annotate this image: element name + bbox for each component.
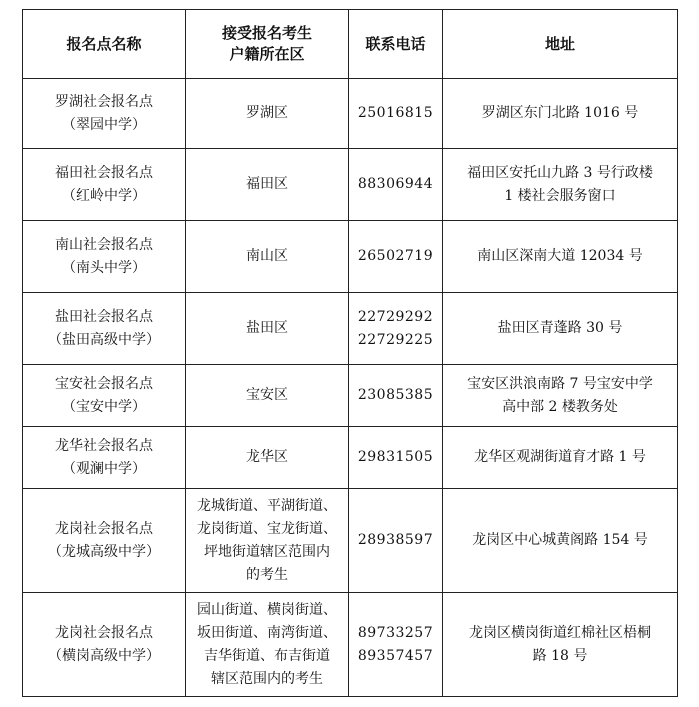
cell-phone — [349, 293, 443, 365]
table-row — [23, 293, 678, 365]
cell-name — [23, 593, 186, 697]
table-row — [23, 365, 678, 427]
registration-sites-table — [22, 9, 678, 697]
cell-name — [23, 221, 186, 293]
cell-district — [186, 427, 349, 489]
cell-name — [23, 489, 186, 593]
district-line: 龙岗街道、宝龙街道、 — [197, 520, 337, 537]
table-row — [23, 221, 678, 293]
phone-line: 89733257 — [357, 624, 434, 641]
district-line: 吉华街道、布吉街道 — [204, 647, 330, 664]
cell-phone — [349, 365, 443, 427]
address-line: 南山区深南大道 12034 号 — [477, 248, 643, 264]
address-line: 龙岗区中心城黄阁路 154 号 — [472, 532, 648, 548]
phone-line: 28938597 — [357, 532, 434, 548]
address-line: 龙华区观湖街道育才路 1 号 — [474, 449, 646, 465]
address-line: 福田区安托山九路 3 号行政楼 — [467, 164, 653, 181]
cell-name — [23, 427, 186, 489]
address-line: 宝安区洪浪南路 7 号宝安中学 — [467, 375, 653, 392]
address-line: 1 楼社会服务窗口 — [504, 187, 616, 204]
header-name: 报名点名称 — [23, 10, 186, 79]
name-line: 龙岗社会报名点 — [55, 520, 153, 537]
name-line: （观澜中学） — [62, 460, 146, 477]
cell-phone — [349, 79, 443, 149]
phone-line: 23085385 — [357, 387, 434, 403]
cell-address — [443, 79, 678, 149]
table-body — [23, 79, 678, 697]
district-line: 南山区 — [246, 248, 288, 264]
address-line: 高中部 2 楼教务处 — [502, 398, 618, 415]
name-line: 龙岗社会报名点 — [55, 624, 153, 641]
cell-district — [186, 593, 349, 697]
cell-address — [443, 149, 678, 221]
cell-district — [186, 489, 349, 593]
name-line: 罗湖社会报名点 — [55, 93, 153, 110]
address-line: 罗湖区东门北路 1016 号 — [481, 105, 639, 121]
cell-phone — [349, 593, 443, 697]
cell-district — [186, 365, 349, 427]
district-line: 龙华区 — [246, 449, 288, 465]
address-line: 盐田区青蓬路 30 号 — [497, 320, 623, 336]
cell-district — [186, 221, 349, 293]
cell-address — [443, 221, 678, 293]
name-line: （盐田高级中学） — [48, 331, 160, 348]
name-line: （龙城高级中学） — [48, 543, 160, 560]
phone-line: 26502719 — [357, 248, 434, 264]
phone-line: 22729292 — [357, 308, 434, 325]
name-line: 盐田社会报名点 — [55, 308, 153, 325]
name-line: 福田社会报名点 — [55, 164, 153, 181]
cell-name — [23, 293, 186, 365]
table-row — [23, 593, 678, 697]
table-row — [23, 79, 678, 149]
registration-sites-table-wrapper — [22, 9, 678, 697]
district-line: 坂田街道、南湾街道、 — [197, 624, 337, 641]
name-line: （宝安中学） — [62, 398, 146, 415]
cell-phone — [349, 427, 443, 489]
cell-address — [443, 365, 678, 427]
district-line: 罗湖区 — [246, 105, 288, 121]
district-line: 坪地街道辖区范围内 — [204, 543, 330, 560]
phone-line: 29831505 — [357, 449, 434, 465]
table-row — [23, 427, 678, 489]
header-district-line2: 户籍所在区 — [229, 45, 305, 63]
name-line: （红岭中学） — [62, 187, 146, 204]
phone-line: 88306944 — [357, 176, 434, 192]
cell-district — [186, 79, 349, 149]
address-line: 龙岗区横岗街道红棉社区梧桐 — [469, 624, 651, 641]
cell-name — [23, 79, 186, 149]
address-line: 路 18 号 — [532, 647, 588, 664]
name-line: 龙华社会报名点 — [55, 437, 153, 454]
header-district — [186, 10, 349, 79]
cell-phone — [349, 489, 443, 593]
cell-address — [443, 593, 678, 697]
name-line: （横岗高级中学） — [48, 647, 160, 664]
cell-phone — [349, 221, 443, 293]
header-address: 地址 — [443, 10, 678, 79]
district-line: 辖区范围内的考生 — [211, 670, 323, 687]
district-line: 盐田区 — [246, 320, 288, 336]
district-line: 福田区 — [246, 176, 288, 192]
table-header-row — [23, 10, 678, 79]
cell-phone — [349, 149, 443, 221]
district-line: 宝安区 — [246, 387, 288, 403]
name-line: 南山社会报名点 — [55, 236, 153, 253]
phone-line: 89357457 — [357, 647, 434, 664]
name-line: （翠园中学） — [62, 116, 146, 133]
cell-name — [23, 365, 186, 427]
cell-name — [23, 149, 186, 221]
name-line: 宝安社会报名点 — [55, 375, 153, 392]
cell-district — [186, 293, 349, 365]
district-line: 的考生 — [246, 566, 288, 583]
table-row — [23, 149, 678, 221]
table-row — [23, 489, 678, 593]
name-line: （南头中学） — [62, 259, 146, 276]
header-district-line1: 接受报名考生 — [221, 24, 312, 42]
cell-district — [186, 149, 349, 221]
cell-address — [443, 427, 678, 489]
cell-address — [443, 293, 678, 365]
phone-line: 25016815 — [357, 105, 434, 121]
district-line: 园山街道、横岗街道、 — [197, 601, 337, 618]
district-line: 龙城街道、平湖街道、 — [197, 497, 337, 514]
phone-line: 22729225 — [357, 331, 434, 348]
cell-address — [443, 489, 678, 593]
header-phone: 联系电话 — [349, 10, 443, 79]
